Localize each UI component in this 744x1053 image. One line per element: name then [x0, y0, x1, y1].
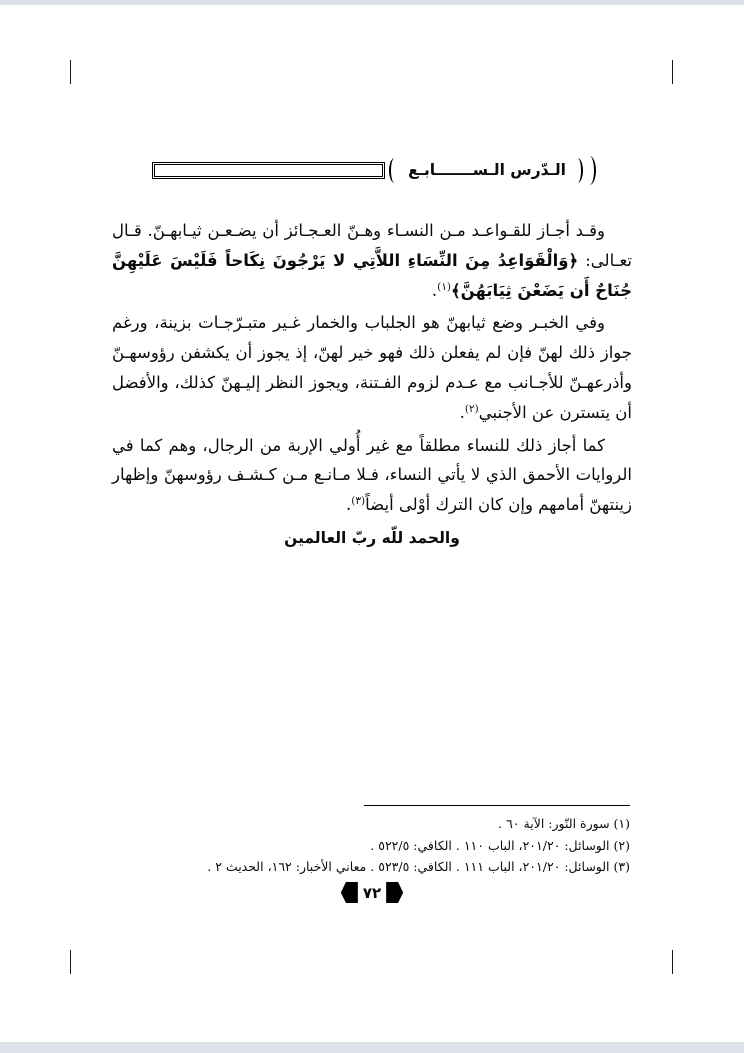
page-sheet	[0, 5, 744, 1042]
paragraph-tail: .	[346, 495, 352, 515]
crop-mark-top-left	[70, 60, 71, 84]
page-number: ٧٢	[362, 883, 382, 902]
lesson-header	[152, 155, 590, 185]
footnotes-block	[112, 813, 630, 878]
body-paragraph-2	[112, 308, 632, 427]
ornate-bracket-icon	[389, 158, 400, 183]
paragraph-tail: .	[431, 280, 438, 300]
quran-verse: ﴿وَالْقَوَاعِدُ مِنَ النِّسَاءِ اللاَّتِي لا يَرْجُونَ نِكَاحاً فَلَيْسَ عَلَيْهِنَّ جُنَاحٌ أَن يَضَعْنَ ثِيَابَهُنَّ﴾	[112, 250, 632, 300]
footnote-2: (٢) الوسائل: ٢٠١/٢٠، الباب ١١٠ . الكافي: ٥٢٢/٥ .	[370, 837, 630, 853]
footnote-1: (١) سورة النّور: الآية ٦٠ .	[498, 816, 630, 831]
body-text	[112, 213, 632, 553]
footnote-3: (٣) الوسائل: ٢٠١/٢٠، الباب ١١١ . الكافي: ٥٢٣/٥ . معاني الأخبار: ١٦٢، الحديث ٢ .	[207, 859, 630, 874]
page-number-ornament	[336, 881, 408, 904]
footnote-separator	[364, 805, 630, 806]
ornate-double-bracket-icon	[572, 156, 590, 185]
crop-mark-bottom-left	[70, 950, 71, 974]
body-paragraph-1	[112, 216, 632, 305]
paragraph-text: كما أجاز ذلك للنساء مطلقاً مع غير أُولي الإربة من الرجال، وهم كما في الروايات الأحمق الذي لا يأتي النساء، فـلا مـانـع مـن كـشـف رؤوسهنّ وإظهار زينتهنّ أمامهم وإن كان الترك أوْلى أيضاً	[112, 435, 632, 515]
paragraph-intro: وقـد أجـاز للقـواعـد مـن النسـاء وهـنّ العـجـائز أن يضـعـن ثيـابهـنّ. قـال تعـالى:	[112, 221, 632, 270]
footnote-ref-1: (١)	[437, 280, 451, 293]
lesson-title: الـدّرس الـســـــــابـع	[408, 159, 566, 179]
page-number-right-wing-icon	[386, 882, 403, 903]
closing-praise: والحمد للّه ربّ العالمين	[284, 527, 460, 547]
crop-mark-top-right	[672, 60, 673, 84]
footnote-ref-3: (٣)	[351, 495, 366, 508]
paragraph-text: وفي الخبـر وضع ثيابهنّ هو الجلباب والخمار غـير متبـرّجـات بزينة، ورغم جواز ذلك لهنّ فإن لم يفعلن ذلك فهو خير لهنّ، إذ يجوز أن يكشفن رؤوسهـنّ وأذرعهـنّ للأجـانب مع عـدم لزوم الفـتنة، ويجوز النظر إليـهنّ كذلك، والأفضل أن يتسترن عن الأجنبي	[112, 313, 632, 422]
footnote-ref-2: (٢)	[464, 402, 479, 415]
body-paragraph-3	[112, 431, 632, 520]
page-number-left-wing-icon	[341, 882, 358, 903]
paragraph-tail: .	[459, 402, 465, 422]
header-rule-box	[152, 162, 385, 179]
crop-mark-bottom-right	[672, 950, 673, 974]
